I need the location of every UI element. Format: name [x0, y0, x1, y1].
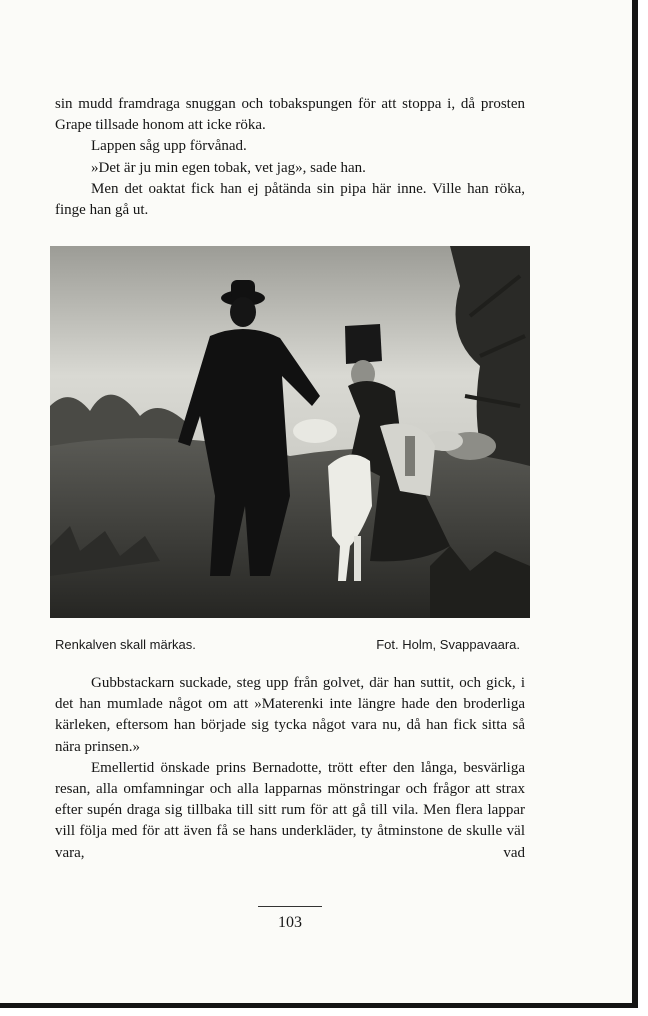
paragraph-2: Lappen såg upp förvånad. [91, 138, 247, 155]
photo-credit: Fot. Holm, Svappavaara. [376, 637, 520, 652]
paragraph-3: »Det är ju min egen tobak, vet jag», sade han. [91, 159, 366, 176]
paragraph-4: Men det oaktat fick han ej påtända sin pipa här inne. Ville han röka, finge han gå ut. [55, 180, 525, 219]
bottom-text-block [55, 673, 525, 864]
top-text-block [55, 94, 525, 221]
paragraph-5: Gubbstackarn suckade, steg upp från golvet, där han suttit, och gick, i det han mumlade något om att »Materenki inte längre hade den broderliga kärleken, eftersom han började sig tycka något vara nu, då han fick sitta så nära prinsen.» [55, 675, 525, 755]
page-number: 103 [278, 914, 302, 931]
paragraph-1: sin mudd framdraga snuggan och tobakspungen för att stoppa i, då prosten Grape tillsade honom att icke röka. [55, 96, 525, 134]
photo-illustration [50, 246, 530, 618]
paragraph-6: Emellertid önskade prins Bernadotte, trött efter den långa, besvärliga resan, alla omfamningar och alla lapparnas mönstringar och frågor att strax efter supén draga sig tillbaka till sitt rum för att gå till vila. Men flera lappar vill följa med för att även få se hans underkläder, ty åtminstone de skulle väl vara, vad [55, 759, 525, 861]
photo-caption: Renkalven skall märkas. [55, 637, 196, 652]
page-number-rule [258, 906, 322, 907]
photograph [50, 246, 530, 618]
